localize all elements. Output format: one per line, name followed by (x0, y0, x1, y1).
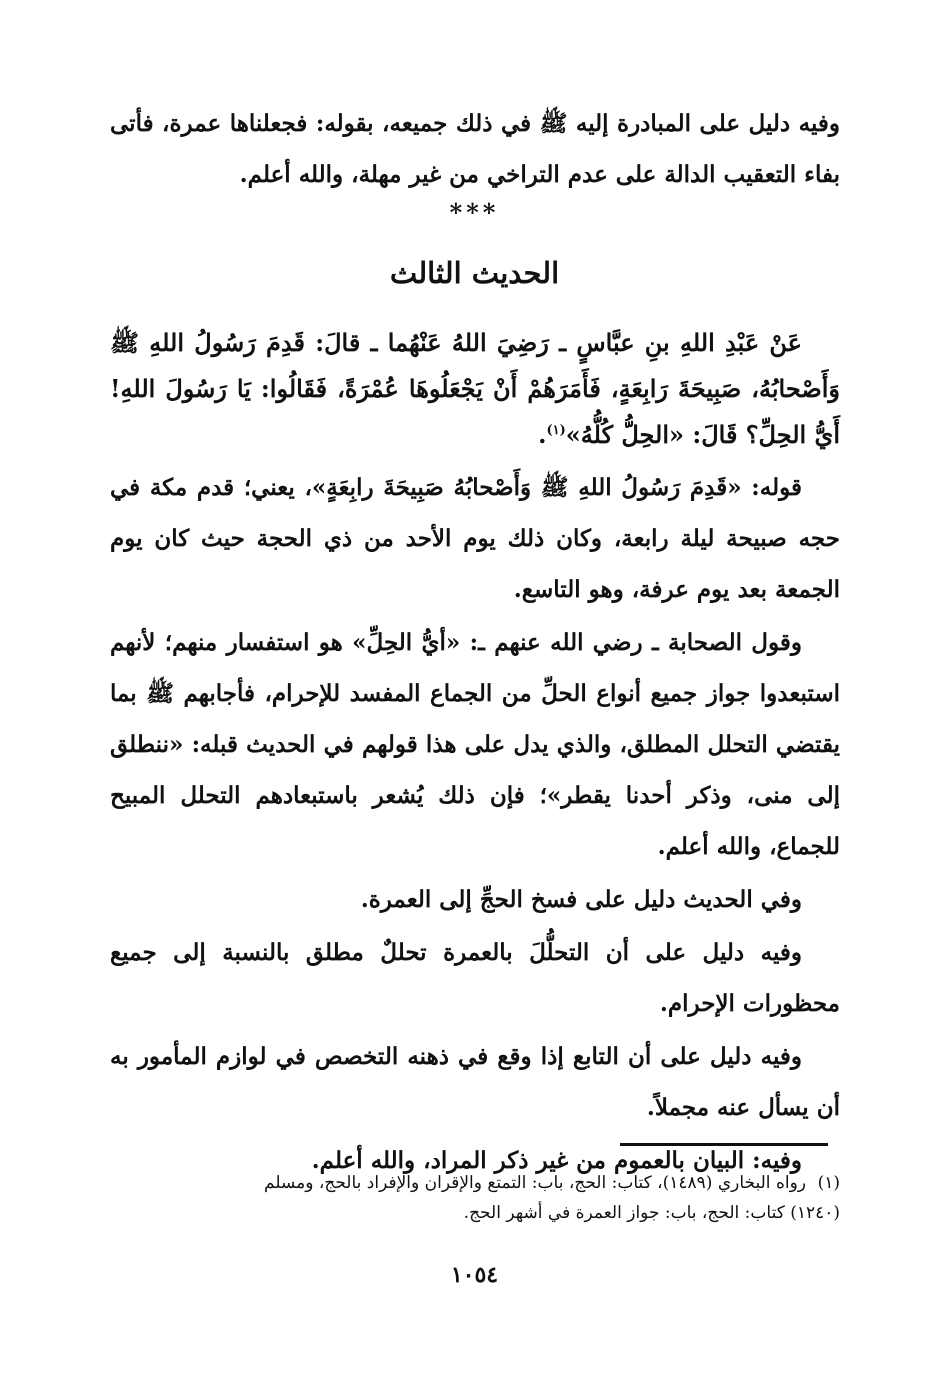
footnote-text-1: رواه البخاري (١٤٨٩)، كتاب: الحج، باب: التمتع والإقران والإفراد بالحج، ومسلم (264, 1173, 806, 1193)
footnote-line-2: (١٢٤٠) كتاب: الحج، باب: جواز العمرة في أشهر الحج. (463, 1203, 840, 1223)
section-heading: الحديث الثالث (389, 256, 560, 290)
commentary-block (110, 462, 840, 1186)
footnote-divider (620, 1143, 828, 1146)
commentary-paragraph-3: وفي الحديث دليل على فسخ الحجِّ إلى العمرة. (360, 886, 802, 913)
commentary-paragraph-1: قوله: «قَدِمَ رَسُولُ اللهِ ﷺ وَأَصْحابُهُ صَبِيحَةَ رابِعَةٍ»، يعني؛ قدم مكة في حجه صبيحة ليلة رابعة، وكان ذلك يوم الأحد من ذي الحجة حيث كان يوم الجمعة بعد يوم عرفة، وهو التاسع. (110, 474, 840, 603)
commentary-paragraph-6: وفيه: البيان بالعموم من غير ذكر المراد، والله أعلم. (311, 1147, 802, 1174)
intro-text: وفيه دليل على المبادرة إليه ﷺ في ذلك جميعه، بقوله: فجعلناها عمرة، فأتى بفاء التعقيب الدالة على عدم التراخي من غير مهلة، والله أعلم. (110, 110, 840, 188)
footnote-line-1 (110, 1168, 840, 1198)
footnote-reference: (١) (546, 423, 566, 438)
hadith-text-block (110, 320, 840, 458)
footnote-number: (١) (817, 1173, 840, 1193)
commentary-paragraph-2: وقول الصحابة ـ رضي الله عنهم ـ: «أيُّ الحِلِّ» هو استفسار منهم؛ لأنهم استبعدوا جواز جميع أنواع الحلِّ من الجماع المفسد للإحرام، فأجابهم ﷺ بما يقتضي التحلل المطلق، والذي يدل على هذا قولهم في الحديث قبله: «ننطلق إلى منى، وذكر أحدنا يقطر»؛ فإن ذلك يُشعر باستبعادهم التحلل المبيح للجماع، والله أعلم. (110, 629, 840, 860)
footnote (110, 1168, 840, 1228)
section-separator: *** (449, 198, 500, 227)
hadith-paragraph (110, 320, 840, 458)
hadith-text: عَنْ عَبْدِ اللهِ بنِ عبَّاسٍ ـ رَضِيَ اللهُ عَنْهُما ـ قالَ: قَدِمَ رَسُولُ اللهِ ﷺ وَأَصْحابُهُ، صَبِيحَةَ رَابِعَةٍ، فَأَمَرَهُمْ أَنْ يَجْعَلُوهَا عُمْرَةً، فَقَالُوا: يَا رَسُولَ اللهِ! أَيُّ الحِلِّ؟ قَالَ: «الحِلُّ كُلُّهُ» (110, 328, 840, 449)
commentary-paragraph-5: وفيه دليل على أن التابع إذا وقع في ذهنه التخصص في لوازم المأمور به أن يسأل عنه مجملاً. (110, 1043, 840, 1121)
page-number: ١٠٥٤ (450, 1262, 499, 1288)
intro-paragraph (110, 98, 840, 200)
commentary-paragraph-4: وفيه دليل على أن التحلُّلَ بالعمرة تحللٌ مطلق بالنسبة إلى جميع محظورات الإحرام. (110, 939, 840, 1017)
hadith-end-mark: . (538, 420, 547, 449)
